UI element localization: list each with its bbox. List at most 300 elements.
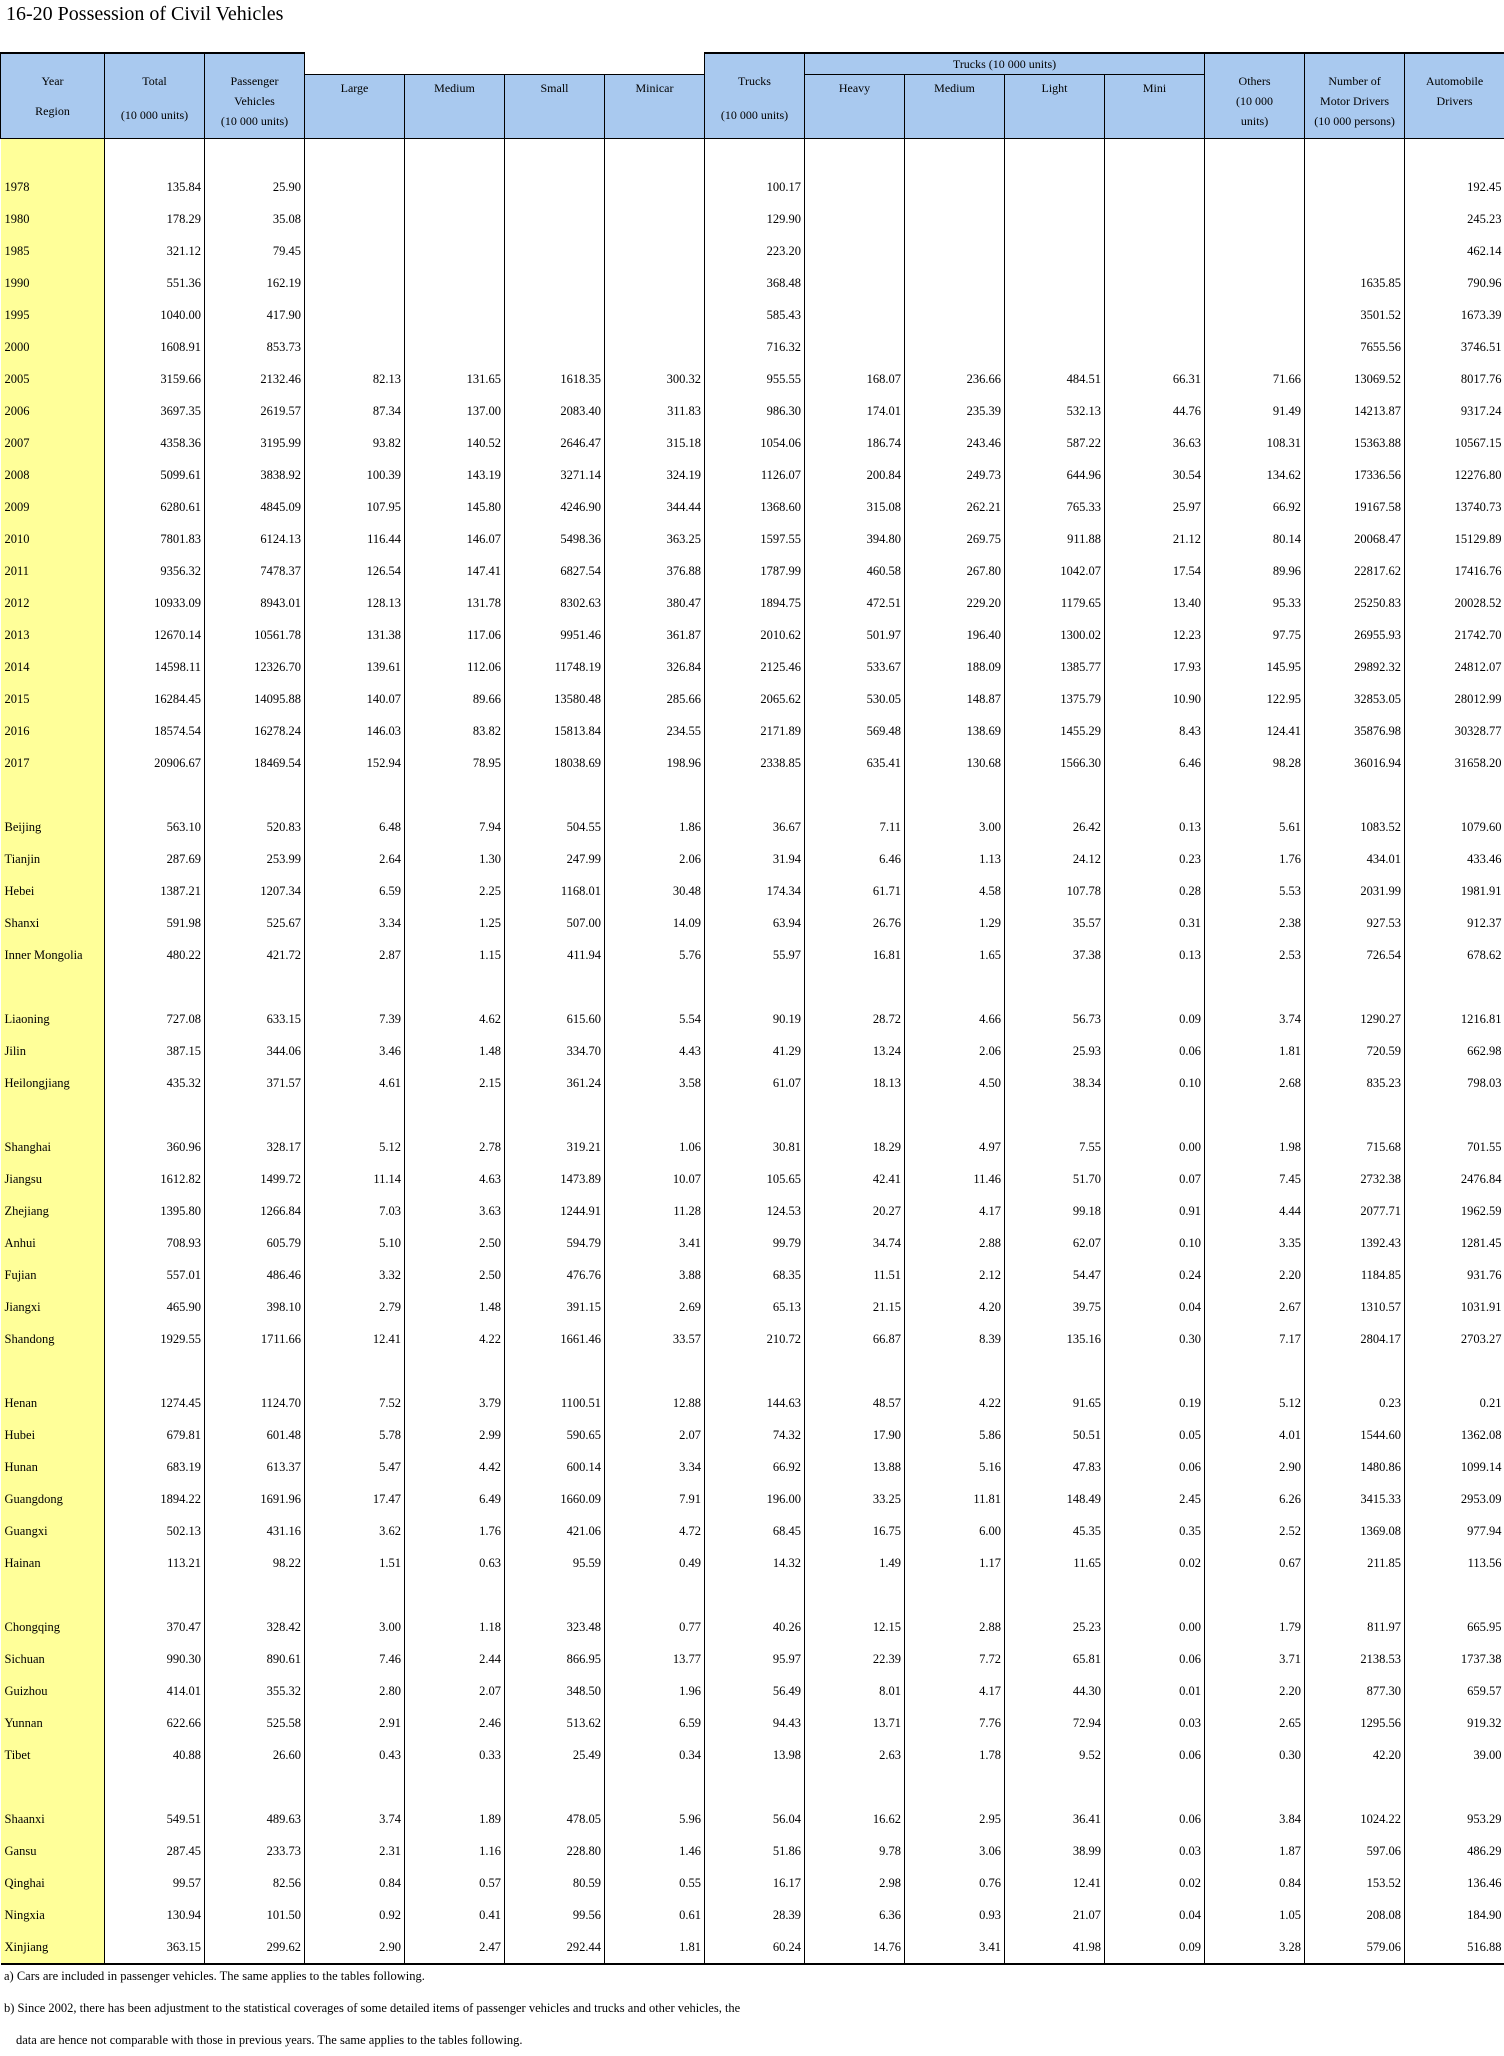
table-row [1, 939, 1504, 971]
cell-light: 21.07 [1005, 1899, 1105, 1931]
cell-heavy [805, 779, 905, 811]
cell-medium: 0.33 [405, 1739, 505, 1771]
cell-total: 990.30 [105, 1643, 205, 1675]
cell-heavy: 530.05 [805, 683, 905, 715]
cell-passenger: 299.62 [205, 1931, 305, 1964]
cell-heavy: 9.78 [805, 1835, 905, 1867]
cell-large: 3.46 [305, 1035, 405, 1067]
cell-medium: 89.66 [405, 683, 505, 715]
cell-others: 89.96 [1205, 555, 1305, 587]
header-others: Others (10 000 units) [1205, 53, 1305, 139]
cell-automobile-drivers: 1737.38 [1405, 1643, 1504, 1675]
cell-small: 80.59 [505, 1867, 605, 1899]
table-row [1, 235, 1504, 267]
cell-year-region: Shanghai [1, 1131, 105, 1163]
cell-trucks-medium [905, 1579, 1005, 1611]
cell-light: 587.22 [1005, 427, 1105, 459]
cell-light [1005, 235, 1105, 267]
cell-motor-drivers: 36016.94 [1305, 747, 1405, 779]
cell-small: 348.50 [505, 1675, 605, 1707]
cell-heavy: 48.57 [805, 1387, 905, 1419]
cell-medium: 7.94 [405, 811, 505, 843]
cell-automobile-drivers: 13740.73 [1405, 491, 1504, 523]
cell-light: 91.65 [1005, 1387, 1105, 1419]
cell-automobile-drivers: 433.46 [1405, 843, 1504, 875]
vehicles-table [0, 52, 1504, 1965]
cell-passenger: 520.83 [205, 811, 305, 843]
cell-heavy [805, 1771, 905, 1803]
cell-small: 99.56 [505, 1899, 605, 1931]
header-large: Large [305, 75, 405, 139]
cell-medium: 6.49 [405, 1483, 505, 1515]
cell-medium [405, 1355, 505, 1387]
cell-passenger: 525.58 [205, 1707, 305, 1739]
cell-minicar [605, 971, 705, 1003]
cell-automobile-drivers: 15129.89 [1405, 523, 1504, 555]
cell-small [505, 299, 605, 331]
cell-heavy: 34.74 [805, 1227, 905, 1259]
cell-medium: 2.99 [405, 1419, 505, 1451]
cell-year-region: Heilongjiang [1, 1067, 105, 1099]
cell-passenger: 25.90 [205, 171, 305, 203]
cell-year-region: 1985 [1, 235, 105, 267]
cell-small: 3271.14 [505, 459, 605, 491]
cell-year-region: Guizhou [1, 1675, 105, 1707]
cell-large [305, 235, 405, 267]
cell-trucks-medium: 2.88 [905, 1227, 1005, 1259]
cell-motor-drivers: 153.52 [1305, 1867, 1405, 1899]
cell-total: 1274.45 [105, 1387, 205, 1419]
cell-others: 4.44 [1205, 1195, 1305, 1227]
cell-trucks: 1126.07 [705, 459, 805, 491]
cell-trucks-medium: 4.97 [905, 1131, 1005, 1163]
cell-trucks-medium: 1.78 [905, 1739, 1005, 1771]
cell-total: 465.90 [105, 1291, 205, 1323]
cell-total [105, 1355, 205, 1387]
cell-trucks-medium: 5.86 [905, 1419, 1005, 1451]
cell-medium: 1.48 [405, 1035, 505, 1067]
cell-passenger: 1499.72 [205, 1163, 305, 1195]
cell-small [505, 1355, 605, 1387]
cell-passenger: 3195.99 [205, 427, 305, 459]
cell-trucks-medium: 236.66 [905, 363, 1005, 395]
cell-large [305, 971, 405, 1003]
cell-trucks-medium [905, 331, 1005, 363]
cell-others [1205, 267, 1305, 299]
table-row [1, 267, 1504, 299]
cell-total: 727.08 [105, 1003, 205, 1035]
cell-trucks-medium: 4.66 [905, 1003, 1005, 1035]
cell-mini [1105, 267, 1205, 299]
cell-trucks-medium: 4.50 [905, 1067, 1005, 1099]
footnotes [4, 1960, 740, 2056]
cell-medium: 145.80 [405, 491, 505, 523]
header-motor-drivers: Number of Motor Drivers (10 000 persons) [1305, 53, 1405, 139]
cell-others: 2.20 [1205, 1675, 1305, 1707]
cell-small: 334.70 [505, 1035, 605, 1067]
cell-trucks-medium: 5.16 [905, 1451, 1005, 1483]
cell-automobile-drivers: 2953.09 [1405, 1483, 1504, 1515]
cell-automobile-drivers: 1216.81 [1405, 1003, 1504, 1035]
cell-minicar [605, 235, 705, 267]
cell-others: 108.31 [1205, 427, 1305, 459]
cell-trucks-medium: 3.00 [905, 811, 1005, 843]
cell-year-region [1, 1771, 105, 1803]
cell-automobile-drivers: 665.95 [1405, 1611, 1504, 1643]
cell-medium: 1.25 [405, 907, 505, 939]
cell-minicar [605, 1771, 705, 1803]
cell-total: 113.21 [105, 1547, 205, 1579]
cell-heavy: 394.80 [805, 523, 905, 555]
cell-total: 502.13 [105, 1515, 205, 1547]
cell-total: 16284.45 [105, 683, 205, 715]
cell-heavy: 33.25 [805, 1483, 905, 1515]
header-trucks: Trucks (10 000 units) [705, 53, 805, 139]
cell-light: 62.07 [1005, 1227, 1105, 1259]
cell-automobile-drivers [1405, 1099, 1504, 1131]
cell-large: 100.39 [305, 459, 405, 491]
table-row [1, 1835, 1504, 1867]
cell-heavy: 315.08 [805, 491, 905, 523]
cell-small: 507.00 [505, 907, 605, 939]
cell-heavy: 22.39 [805, 1643, 905, 1675]
cell-light [1005, 1771, 1105, 1803]
cell-minicar [605, 203, 705, 235]
cell-minicar [605, 1579, 705, 1611]
cell-motor-drivers: 32853.05 [1305, 683, 1405, 715]
cell-minicar: 2.69 [605, 1291, 705, 1323]
cell-large: 3.00 [305, 1611, 405, 1643]
cell-minicar [605, 779, 705, 811]
cell-minicar: 12.88 [605, 1387, 705, 1419]
cell-large: 128.13 [305, 587, 405, 619]
cell-passenger: 18469.54 [205, 747, 305, 779]
cell-mini: 10.90 [1105, 683, 1205, 715]
cell-heavy: 17.90 [805, 1419, 905, 1451]
cell-year-region: 2000 [1, 331, 105, 363]
cell-large: 7.52 [305, 1387, 405, 1419]
cell-large: 2.87 [305, 939, 405, 971]
cell-trucks-medium: 267.80 [905, 555, 1005, 587]
cell-small: 1660.09 [505, 1483, 605, 1515]
spacer-row [1, 1355, 1504, 1387]
cell-mini: 0.04 [1105, 1291, 1205, 1323]
cell-large [305, 1771, 405, 1803]
cell-automobile-drivers: 30328.77 [1405, 715, 1504, 747]
cell-others: 3.28 [1205, 1931, 1305, 1964]
cell-medium: 0.57 [405, 1867, 505, 1899]
cell-small: 1661.46 [505, 1323, 605, 1355]
header-automobile-drivers: Automobile Drivers [1405, 53, 1504, 139]
cell-trucks: 36.67 [705, 811, 805, 843]
cell-automobile-drivers: 0.21 [1405, 1387, 1504, 1419]
cell-light: 765.33 [1005, 491, 1105, 523]
cell-mini [1105, 971, 1205, 1003]
cell-passenger [205, 1355, 305, 1387]
cell-trucks: 174.34 [705, 875, 805, 907]
cell-minicar: 7.91 [605, 1483, 705, 1515]
header-total: Total (10 000 units) [105, 53, 205, 139]
cell-motor-drivers: 720.59 [1305, 1035, 1405, 1067]
cell-year-region: 2009 [1, 491, 105, 523]
cell-small: 590.65 [505, 1419, 605, 1451]
cell-total: 360.96 [105, 1131, 205, 1163]
cell-minicar: 300.32 [605, 363, 705, 395]
cell-automobile-drivers: 245.23 [1405, 203, 1504, 235]
cell-medium: 2.07 [405, 1675, 505, 1707]
table-row [1, 427, 1504, 459]
cell-minicar: 0.55 [605, 1867, 705, 1899]
cell-light: 37.38 [1005, 939, 1105, 971]
cell-motor-drivers: 2138.53 [1305, 1643, 1405, 1675]
table-row [1, 651, 1504, 683]
cell-mini [1105, 1579, 1205, 1611]
cell-total: 40.88 [105, 1739, 205, 1771]
cell-large: 1.51 [305, 1547, 405, 1579]
cell-others: 7.17 [1205, 1323, 1305, 1355]
cell-passenger: 253.99 [205, 843, 305, 875]
spacer-row [1, 1771, 1504, 1803]
cell-mini [1105, 779, 1205, 811]
cell-total: 435.32 [105, 1067, 205, 1099]
cell-trucks-medium: 7.76 [905, 1707, 1005, 1739]
cell-small: 292.44 [505, 1931, 605, 1964]
cell-others [1205, 1099, 1305, 1131]
cell-light: 1375.79 [1005, 683, 1105, 715]
cell-year-region: Inner Mongolia [1, 939, 105, 971]
table-row [1, 1131, 1504, 1163]
cell-trucks-medium: 1.17 [905, 1547, 1005, 1579]
cell-automobile-drivers: 20028.52 [1405, 587, 1504, 619]
cell-large: 152.94 [305, 747, 405, 779]
cell-passenger [205, 1099, 305, 1131]
cell-mini: 0.00 [1105, 1131, 1205, 1163]
cell-automobile-drivers: 701.55 [1405, 1131, 1504, 1163]
cell-total: 1929.55 [105, 1323, 205, 1355]
cell-motor-drivers: 14213.87 [1305, 395, 1405, 427]
cell-total: 12670.14 [105, 619, 205, 651]
cell-small [505, 203, 605, 235]
cell-heavy: 501.97 [805, 619, 905, 651]
cell-automobile-drivers: 462.14 [1405, 235, 1504, 267]
cell-trucks: 66.92 [705, 1451, 805, 1483]
cell-trucks-medium: 196.40 [905, 619, 1005, 651]
cell-motor-drivers: 927.53 [1305, 907, 1405, 939]
cell-motor-drivers: 25250.83 [1305, 587, 1405, 619]
header-heavy: Heavy [805, 75, 905, 139]
cell-light: 911.88 [1005, 523, 1105, 555]
cell-automobile-drivers: 8017.76 [1405, 363, 1504, 395]
cell-motor-drivers: 1310.57 [1305, 1291, 1405, 1323]
cell-automobile-drivers: 486.29 [1405, 1835, 1504, 1867]
cell-motor-drivers [1305, 1355, 1405, 1387]
table-row [1, 1483, 1504, 1515]
table-row [1, 1451, 1504, 1483]
cell-mini: 0.01 [1105, 1675, 1205, 1707]
table-row [1, 619, 1504, 651]
cell-light: 484.51 [1005, 363, 1105, 395]
cell-heavy [805, 971, 905, 1003]
cell-passenger: 6124.13 [205, 523, 305, 555]
table-row [1, 1035, 1504, 1067]
cell-large: 2.90 [305, 1931, 405, 1964]
cell-trucks: 124.53 [705, 1195, 805, 1227]
cell-trucks-medium: 229.20 [905, 587, 1005, 619]
cell-mini: 0.07 [1105, 1163, 1205, 1195]
cell-passenger: 371.57 [205, 1067, 305, 1099]
cell-mini: 0.02 [1105, 1547, 1205, 1579]
cell-trucks: 16.17 [705, 1867, 805, 1899]
cell-medium: 117.06 [405, 619, 505, 651]
cell-medium: 2.44 [405, 1643, 505, 1675]
cell-large: 82.13 [305, 363, 405, 395]
cell-light: 532.13 [1005, 395, 1105, 427]
cell-large: 3.74 [305, 1803, 405, 1835]
cell-automobile-drivers: 790.96 [1405, 267, 1504, 299]
cell-others: 3.74 [1205, 1003, 1305, 1035]
cell-automobile-drivers: 192.45 [1405, 171, 1504, 203]
cell-total: 1387.21 [105, 875, 205, 907]
cell-others: 5.61 [1205, 811, 1305, 843]
cell-motor-drivers: 20068.47 [1305, 523, 1405, 555]
cell-others [1205, 171, 1305, 203]
cell-minicar: 5.76 [605, 939, 705, 971]
cell-trucks: 95.97 [705, 1643, 805, 1675]
cell-trucks-medium: 188.09 [905, 651, 1005, 683]
cell-minicar: 1.81 [605, 1931, 705, 1964]
table-row [1, 875, 1504, 907]
cell-passenger: 162.19 [205, 267, 305, 299]
cell-others [1205, 235, 1305, 267]
cell-total [105, 1771, 205, 1803]
cell-heavy: 460.58 [805, 555, 905, 587]
cell-light: 51.70 [1005, 1163, 1105, 1195]
cell-others: 2.53 [1205, 939, 1305, 971]
cell-motor-drivers [1305, 1579, 1405, 1611]
cell-motor-drivers: 2732.38 [1305, 1163, 1405, 1195]
cell-mini: 17.93 [1105, 651, 1205, 683]
cell-automobile-drivers: 1981.91 [1405, 875, 1504, 907]
cell-medium [405, 1771, 505, 1803]
cell-medium: 1.15 [405, 939, 505, 971]
cell-light: 65.81 [1005, 1643, 1105, 1675]
cell-automobile-drivers: 516.88 [1405, 1931, 1504, 1964]
cell-automobile-drivers: 3746.51 [1405, 331, 1504, 363]
cell-passenger: 525.67 [205, 907, 305, 939]
cell-total: 1040.00 [105, 299, 205, 331]
cell-heavy: 18.29 [805, 1131, 905, 1163]
cell-medium: 2.78 [405, 1131, 505, 1163]
cell-motor-drivers: 597.06 [1305, 1835, 1405, 1867]
cell-mini: 0.03 [1105, 1707, 1205, 1739]
cell-medium: 1.16 [405, 1835, 505, 1867]
cell-year-region: Xinjiang [1, 1931, 105, 1964]
table-row [1, 587, 1504, 619]
cell-year-region: 2015 [1, 683, 105, 715]
cell-others: 145.95 [1205, 651, 1305, 683]
cell-trucks-medium [905, 971, 1005, 1003]
cell-year-region: Ningxia [1, 1899, 105, 1931]
cell-others: 5.53 [1205, 875, 1305, 907]
cell-total: 549.51 [105, 1803, 205, 1835]
cell-year-region: Jiangxi [1, 1291, 105, 1323]
cell-heavy: 168.07 [805, 363, 905, 395]
cell-passenger: 613.37 [205, 1451, 305, 1483]
cell-light [1005, 1579, 1105, 1611]
cell-year-region [1, 1355, 105, 1387]
cell-others: 98.28 [1205, 747, 1305, 779]
cell-motor-drivers: 19167.58 [1305, 491, 1405, 523]
cell-mini: 0.35 [1105, 1515, 1205, 1547]
cell-automobile-drivers [1405, 1579, 1504, 1611]
cell-light: 107.78 [1005, 875, 1105, 907]
cell-others: 91.49 [1205, 395, 1305, 427]
cell-medium: 2.47 [405, 1931, 505, 1964]
spacer-row [1, 139, 1504, 172]
cell-mini [1105, 171, 1205, 203]
cell-year-region: 2005 [1, 363, 105, 395]
cell-others: 6.26 [1205, 1483, 1305, 1515]
cell-trucks [705, 1355, 805, 1387]
cell-passenger: 1266.84 [205, 1195, 305, 1227]
cell-trucks [705, 779, 805, 811]
cell-light [1005, 299, 1105, 331]
cell-others [1205, 331, 1305, 363]
cell-passenger: 7478.37 [205, 555, 305, 587]
cell-medium [405, 235, 505, 267]
cell-minicar [605, 1355, 705, 1387]
cell-minicar: 5.54 [605, 1003, 705, 1035]
cell-motor-drivers [1305, 971, 1405, 1003]
cell-small [505, 971, 605, 1003]
cell-others [1205, 1579, 1305, 1611]
cell-mini [1105, 299, 1205, 331]
cell-medium: 4.62 [405, 1003, 505, 1035]
cell-medium [405, 1099, 505, 1131]
cell-trucks: 56.49 [705, 1675, 805, 1707]
cell-total: 3697.35 [105, 395, 205, 427]
cell-motor-drivers: 2077.71 [1305, 1195, 1405, 1227]
cell-medium: 2.25 [405, 875, 505, 907]
cell-large: 2.80 [305, 1675, 405, 1707]
cell-motor-drivers: 22817.62 [1305, 555, 1405, 587]
cell-passenger: 890.61 [205, 1643, 305, 1675]
cell-motor-drivers: 579.06 [1305, 1931, 1405, 1964]
table-row [1, 683, 1504, 715]
cell-motor-drivers: 1544.60 [1305, 1419, 1405, 1451]
cell-small: 18038.69 [505, 747, 605, 779]
cell-total: 679.81 [105, 1419, 205, 1451]
cell-others [1205, 779, 1305, 811]
cell-small: 2083.40 [505, 395, 605, 427]
cell-total: 10933.09 [105, 587, 205, 619]
table-body [1, 139, 1504, 1965]
cell-trucks: 585.43 [705, 299, 805, 331]
cell-small: 411.94 [505, 939, 605, 971]
header-trucks-group: Trucks (10 000 units) [805, 53, 1205, 75]
cell-trucks: 2125.46 [705, 651, 805, 683]
cell-minicar: 380.47 [605, 587, 705, 619]
cell-large: 116.44 [305, 523, 405, 555]
cell-trucks: 41.29 [705, 1035, 805, 1067]
cell-heavy: 1.49 [805, 1547, 905, 1579]
cell-large: 17.47 [305, 1483, 405, 1515]
cell-trucks: 55.97 [705, 939, 805, 971]
cell-year-region: 2011 [1, 555, 105, 587]
spacer-row [1, 971, 1504, 1003]
cell-trucks: 1787.99 [705, 555, 805, 587]
cell-minicar [605, 171, 705, 203]
